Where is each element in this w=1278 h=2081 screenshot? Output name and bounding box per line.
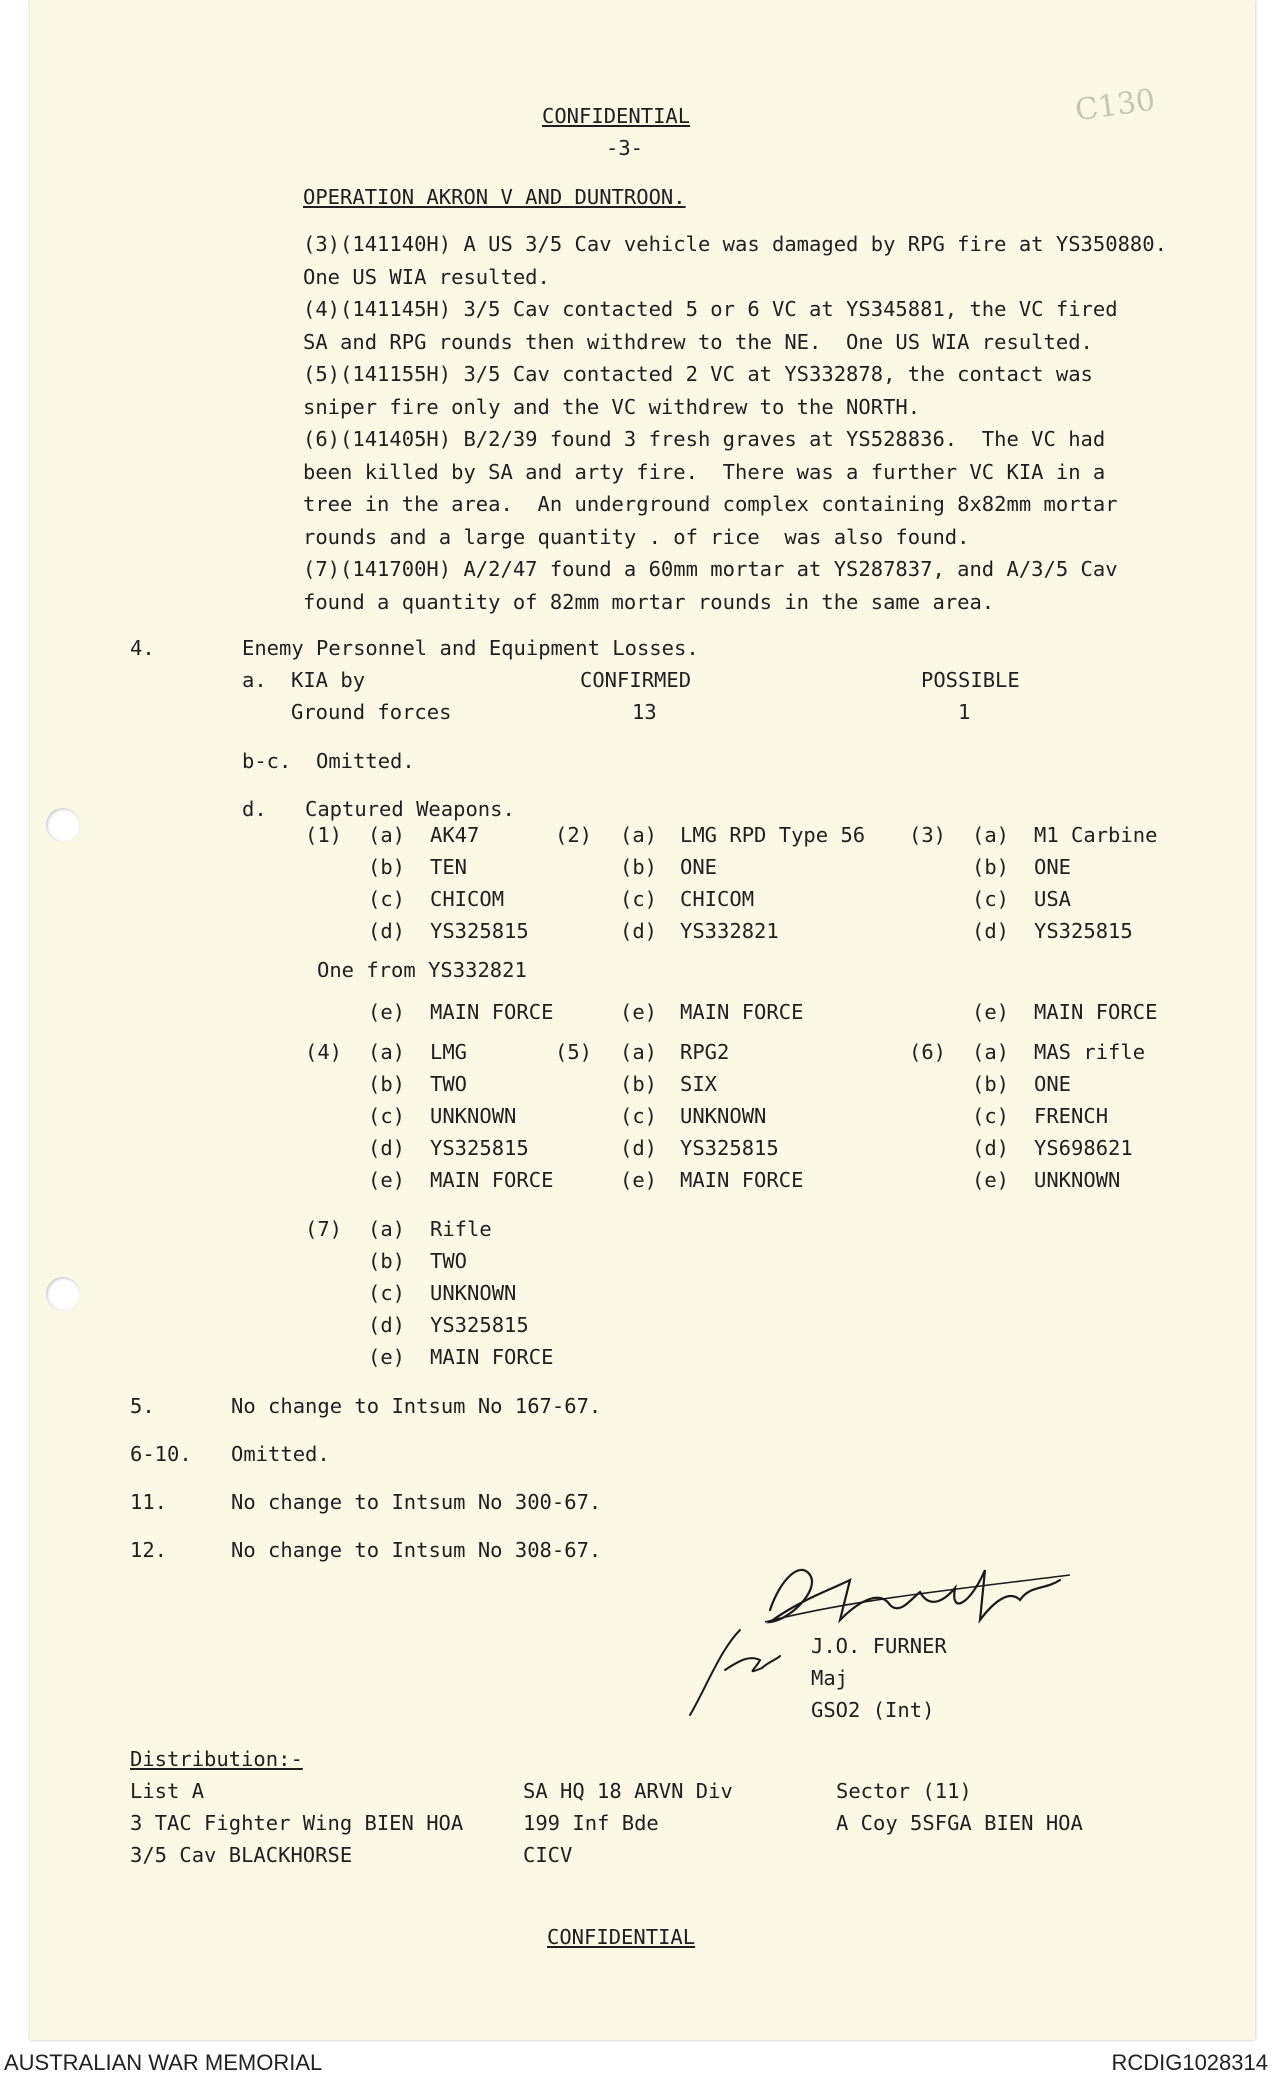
weapon-item-letter: (e) <box>972 1168 1010 1192</box>
section-number: 4. <box>130 636 155 660</box>
weapon-item-letter: (c) <box>368 887 406 911</box>
weapon-item-letter: (b) <box>368 855 406 879</box>
weapon-item-value: UNKNOWN <box>680 1104 767 1128</box>
footer-archive-name: AUSTRALIAN WAR MEMORIAL <box>4 2050 323 2075</box>
ground-forces-label: Ground forces <box>291 700 452 724</box>
weapon-item-value: Rifle <box>430 1217 492 1241</box>
event-line: SA and RPG rounds then withdrew to the NE. One US WIA resulted. <box>303 329 1093 354</box>
weapon-item-value: ONE <box>1034 855 1072 879</box>
weapon-item-letter: (e) <box>620 1168 658 1192</box>
subsection-label: d. <box>242 797 267 821</box>
weapon-item-letter: (b) <box>620 1072 658 1096</box>
paragraph-text: Omitted. <box>231 1442 330 1466</box>
weapon-item-value: SIX <box>680 1072 718 1096</box>
weapon-item-letter: (d) <box>620 919 658 943</box>
weapon-item-value: ONE <box>1034 1072 1072 1096</box>
kia-label: KIA by <box>291 668 366 692</box>
weapon-item-value: MAIN FORCE <box>680 1000 804 1024</box>
one-from-note: One from YS332821 <box>317 958 527 982</box>
weapon-item-value: YS325815 <box>680 1136 779 1160</box>
event-line: (6)(141405H) B/2/39 found 3 fresh graves at YS528836. The VC had <box>303 427 1106 451</box>
weapon-item-letter: (c) <box>620 887 658 911</box>
weapon-item-value: TWO <box>430 1072 468 1096</box>
distribution-entry: 3/5 Cav BLACKHORSE <box>130 1843 353 1867</box>
distribution-entry: List A <box>130 1779 205 1803</box>
weapon-item-value: MAIN FORCE <box>430 1345 554 1369</box>
weapon-item-value: RPG2 <box>680 1040 730 1064</box>
weapon-item-value: YS325815 <box>430 919 529 943</box>
weapon-item-letter: (d) <box>972 919 1010 943</box>
distribution-entry: A Coy 5SFGA BIEN HOA <box>836 1811 1083 1835</box>
event-line: sniper fire only and the VC withdrew to the NORTH. <box>303 394 921 419</box>
weapon-item-value: FRENCH <box>1034 1104 1109 1128</box>
event-line: (5)(141155H) 3/5 Cav contacted 2 VC at YS332878, the contact was <box>303 362 1093 386</box>
possible-header: POSSIBLE <box>921 668 1020 692</box>
weapon-item-letter: (b) <box>368 1072 406 1096</box>
event-line: tree in the area. An underground complex containing 8x82mm mortar <box>303 492 1118 516</box>
event-line: been killed by SA and arty fire. There was a further VC KIA in a <box>303 459 1106 484</box>
paragraph-number: 6-10. <box>130 1442 192 1466</box>
weapon-item-value: LMG <box>430 1040 468 1064</box>
signatory-rank: Maj <box>811 1666 849 1690</box>
punch-hole <box>46 808 80 842</box>
weapon-item-letter: (b) <box>972 855 1010 879</box>
weapon-item-value: MAIN FORCE <box>1034 1000 1158 1024</box>
paragraph-number: 5. <box>130 1394 155 1418</box>
weapon-number: (4) <box>305 1040 343 1064</box>
signatory-name: J.O. FURNER <box>811 1634 947 1658</box>
operation-title: OPERATION AKRON V AND DUNTROON. <box>303 185 686 209</box>
weapon-item-value: AK47 <box>430 823 480 847</box>
weapon-item-value: M1 Carbine <box>1034 823 1158 847</box>
weapon-item-value: CHICOM <box>680 887 755 911</box>
weapon-item-letter: (b) <box>972 1072 1010 1096</box>
weapon-item-letter: (c) <box>972 887 1010 911</box>
weapon-item-letter: (a) <box>368 1040 406 1064</box>
weapon-item-letter: (d) <box>972 1136 1010 1160</box>
section-title: Enemy Personnel and Equipment Losses. <box>242 636 699 660</box>
distribution-entry: SA HQ 18 ARVN Div <box>523 1779 733 1803</box>
weapon-item-letter: (a) <box>368 823 406 847</box>
confirmed-value: 13 <box>632 700 657 724</box>
signatory-appointment: GSO2 (Int) <box>811 1698 935 1722</box>
weapon-item-letter: (c) <box>368 1104 406 1128</box>
weapon-item-value: YS698621 <box>1034 1136 1133 1160</box>
weapon-item-value: YS325815 <box>430 1136 529 1160</box>
distribution-entry: CICV <box>523 1843 573 1867</box>
weapon-item-letter: (a) <box>620 823 658 847</box>
weapon-item-letter: (c) <box>972 1104 1010 1128</box>
weapon-item-letter: (a) <box>972 1040 1010 1064</box>
weapon-item-value: LMG RPD Type 56 <box>680 823 866 847</box>
weapon-item-letter: (b) <box>368 1249 406 1273</box>
weapon-item-value: UNKNOWN <box>430 1104 517 1128</box>
event-line: (3)(141140H) A US 3/5 Cav vehicle was damaged by RPG fire at YS350880. <box>303 232 1167 256</box>
omitted-text: Omitted. <box>316 749 415 773</box>
punch-hole <box>46 1277 80 1311</box>
weapon-item-value: MAIN FORCE <box>680 1168 804 1192</box>
weapon-item-letter: (d) <box>368 919 406 943</box>
weapon-item-letter: (a) <box>368 1217 406 1241</box>
weapon-number: (5) <box>555 1040 593 1064</box>
weapon-item-value: UNKNOWN <box>1034 1168 1121 1192</box>
event-line: (4)(141145H) 3/5 Cav contacted 5 or 6 VC at YS345881, the VC fired <box>303 297 1118 321</box>
weapon-number: (2) <box>555 823 593 847</box>
weapon-item-letter: (a) <box>972 823 1010 847</box>
paragraph-number: 12. <box>130 1538 168 1562</box>
distribution-entry: 3 TAC Fighter Wing BIEN HOA <box>130 1811 464 1835</box>
footer-record-id: RCDIG1028314 <box>1111 2050 1268 2075</box>
event-line: found a quantity of 82mm mortar rounds in the same area. <box>303 589 995 614</box>
event-line: rounds and a large quantity . of rice was also found. <box>303 524 970 549</box>
weapon-item-value: MAIN FORCE <box>430 1168 554 1192</box>
weapon-item-value: UNKNOWN <box>430 1281 517 1305</box>
weapon-item-value: YS325815 <box>430 1313 529 1337</box>
header-classification: CONFIDENTIAL <box>542 104 691 128</box>
weapon-item-value: ONE <box>680 855 718 879</box>
pencil-note: C130 <box>1072 82 1158 129</box>
subsection-label: b-c. <box>242 749 292 773</box>
weapon-number: (1) <box>305 823 343 847</box>
distribution-entry: 199 Inf Bde <box>523 1811 659 1835</box>
weapon-item-letter: (e) <box>368 1345 406 1369</box>
page-number: -3- <box>606 136 644 160</box>
weapon-item-value: USA <box>1034 887 1072 911</box>
confirmed-header: CONFIRMED <box>580 668 692 692</box>
weapon-item-letter: (b) <box>620 855 658 879</box>
weapon-item-letter: (e) <box>620 1000 658 1024</box>
weapon-item-letter: (c) <box>368 1281 406 1305</box>
weapon-item-value: MAS rifle <box>1034 1040 1146 1064</box>
weapon-item-letter: (d) <box>620 1136 658 1160</box>
weapon-item-value: YS332821 <box>680 919 779 943</box>
weapon-item-value: TEN <box>430 855 468 879</box>
weapon-item-letter: (e) <box>368 1168 406 1192</box>
distribution-title: Distribution:- <box>130 1747 303 1771</box>
weapon-item-value: TWO <box>430 1249 468 1273</box>
paragraph-text: No change to Intsum No 308-67. <box>231 1538 602 1562</box>
paragraph-number: 11. <box>130 1490 168 1514</box>
distribution-entry: Sector (11) <box>836 1779 972 1803</box>
possible-value: 1 <box>958 700 971 724</box>
weapon-item-letter: (a) <box>620 1040 658 1064</box>
weapon-item-letter: (e) <box>972 1000 1010 1024</box>
subsection-label: a. <box>242 668 267 692</box>
weapon-item-value: MAIN FORCE <box>430 1000 554 1024</box>
weapon-item-value: YS325815 <box>1034 919 1133 943</box>
weapon-item-letter: (c) <box>620 1104 658 1128</box>
events-paragraph <box>303 228 1203 618</box>
event-line: (7)(141700H) A/2/47 found a 60mm mortar at YS287837, and A/3/5 Cav <box>303 557 1118 581</box>
weapon-number: (7) <box>305 1217 343 1241</box>
footer-classification: CONFIDENTIAL <box>547 1925 696 1949</box>
weapon-item-letter: (d) <box>368 1136 406 1160</box>
weapon-number: (6) <box>909 1040 947 1064</box>
weapon-item-letter: (e) <box>368 1000 406 1024</box>
weapon-item-value: CHICOM <box>430 887 505 911</box>
weapon-item-letter: (d) <box>368 1313 406 1337</box>
paragraph-text: No change to Intsum No 167-67. <box>231 1394 602 1418</box>
weapon-number: (3) <box>909 823 947 847</box>
paragraph-text: No change to Intsum No 300-67. <box>231 1490 602 1514</box>
event-line: One US WIA resulted. <box>303 264 550 289</box>
captured-weapons-title: Captured Weapons. <box>305 797 515 821</box>
